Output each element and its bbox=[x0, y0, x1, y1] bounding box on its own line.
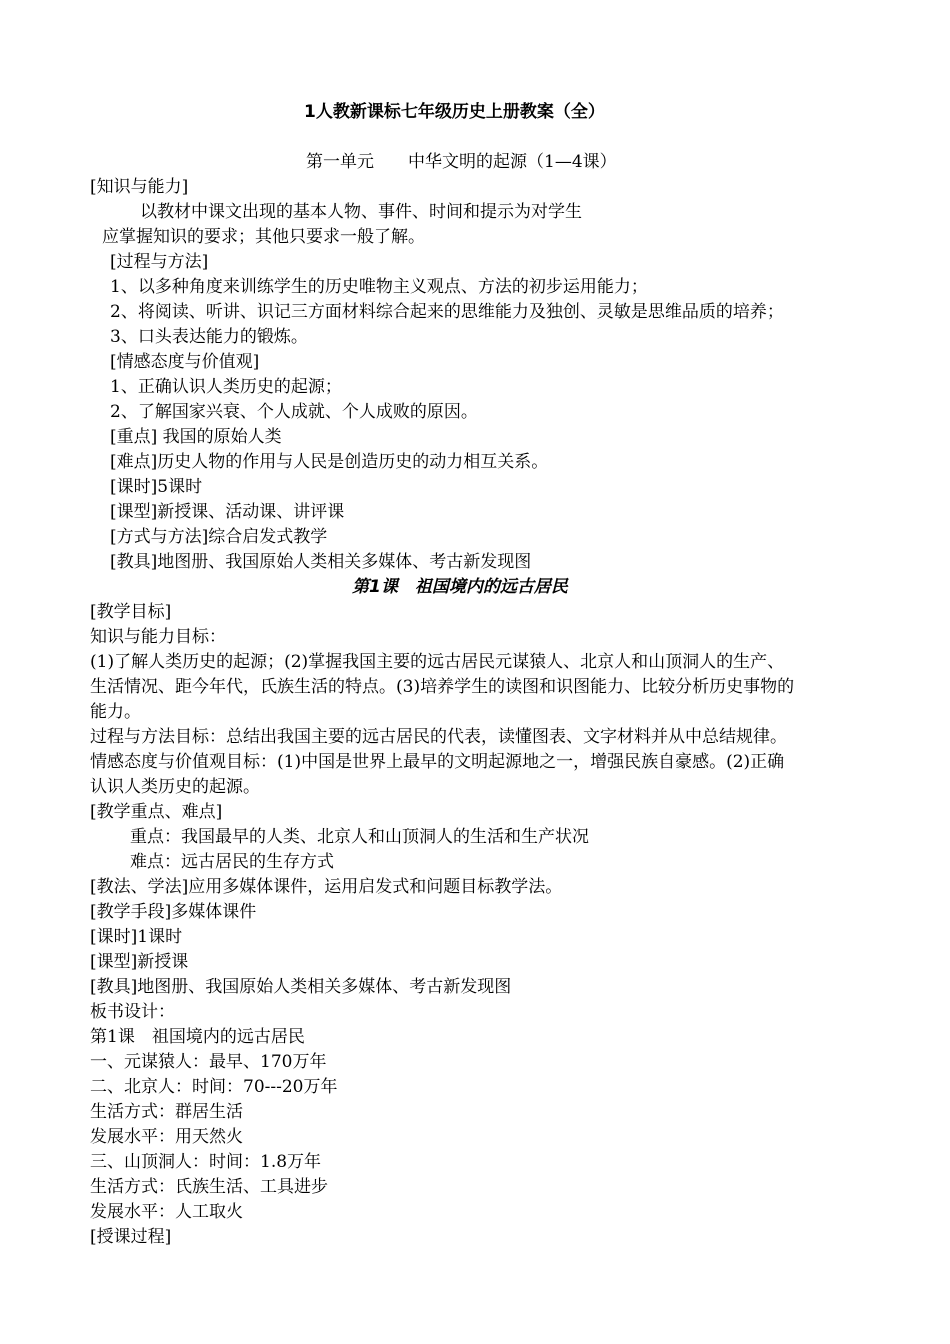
class-hours: [课时]5课时 bbox=[110, 477, 203, 497]
process-item: 1、以多种角度来训练学生的历史唯物主义观点、方法的初步运用能力； bbox=[110, 277, 648, 297]
teaching-tools: [教具]地图册、我国原始人类相关多媒体、考古新发现图 bbox=[90, 977, 512, 997]
lesson-process-heading: [授课过程] bbox=[90, 1227, 172, 1247]
knowledge-goal-line: (1)了解人类历史的起源；(2)掌握我国主要的远古居民元谋猿人、北京人和山顶洞人的生产、 bbox=[90, 652, 785, 672]
class-hours: [课时]1课时 bbox=[90, 927, 183, 947]
goals-heading: [教学目标] bbox=[90, 602, 172, 622]
key-point: [重点] 我国的原始人类 bbox=[110, 427, 282, 447]
board-line: 发展水平：人工取火 bbox=[90, 1202, 243, 1222]
teaching-method: [教法、学法]应用多媒体课件，运用启发式和问题目标教学法。 bbox=[90, 877, 563, 897]
board-line: 生活方式：群居生活 bbox=[90, 1102, 243, 1122]
process-item: 2、将阅读、听讲、识记三方面材料综合起来的思维能力及独创、灵敏是思维品质的培养； bbox=[110, 302, 784, 322]
difficulty-text: 难点：远古居民的生存方式 bbox=[130, 852, 334, 872]
document-title: 1人教新课标七年级历史上册教案（全） bbox=[304, 102, 605, 122]
unit-heading: 第一单元 中华文明的起源（1—4课） bbox=[306, 152, 617, 172]
board-line: 一、元谋猿人：最早、170万年 bbox=[90, 1052, 327, 1072]
teaching-method: [方式与方法]综合启发式教学 bbox=[110, 527, 328, 547]
knowledge-goal-line: 能力。 bbox=[90, 702, 141, 722]
board-title: 第1课 祖国境内的远古居民 bbox=[90, 1027, 305, 1047]
focus-heading: [教学重点、难点] bbox=[90, 802, 223, 822]
difficulty: [难点]历史人物的作用与人民是创造历史的动力相互关系。 bbox=[110, 452, 549, 472]
board-line: 发展水平：用天然火 bbox=[90, 1127, 243, 1147]
emotion-item: 2、了解国家兴衰、个人成就、个人成败的原因。 bbox=[110, 402, 478, 422]
board-line: 生活方式：氏族生活、工具进步 bbox=[90, 1177, 328, 1197]
lesson-heading: 第1课 祖国境内的远古居民 bbox=[352, 577, 568, 597]
knowledge-goal-line: 生活情况、距今年代，氏族生活的特点。(3)培养学生的读图和识图能力、比较分析历史事物的 bbox=[90, 677, 795, 697]
knowledge-text-line: 应掌握知识的要求；其他只要求一般了解。 bbox=[102, 227, 425, 247]
class-type: [课型]新授课、活动课、讲评课 bbox=[110, 502, 345, 522]
board-heading: 板书设计： bbox=[90, 1002, 175, 1022]
knowledge-text-line: 以教材中课文出现的基本人物、事件、时间和提示为对学生 bbox=[140, 202, 582, 222]
process-item: 3、口头表达能力的锻炼。 bbox=[110, 327, 308, 347]
teaching-tools: [教具]地图册、我国原始人类相关多媒体、考古新发现图 bbox=[110, 552, 532, 572]
emotion-goal-line: 情感态度与价值观目标：(1)中国是世界上最早的文明起源地之一，增强民族自豪感。(2)正确 bbox=[90, 752, 785, 772]
emotion-item: 1、正确认识人类历史的起源； bbox=[110, 377, 342, 397]
knowledge-heading: [知识与能力] bbox=[90, 177, 189, 197]
emotion-goal-line: 认识人类历史的起源。 bbox=[90, 777, 260, 797]
teaching-means: [教学手段]多媒体课件 bbox=[90, 902, 257, 922]
process-goal: 过程与方法目标：总结出我国主要的远古居民的代表，读懂图表、文字材料并从中总结规律。 bbox=[90, 727, 787, 747]
knowledge-goal-label: 知识与能力目标： bbox=[90, 627, 226, 647]
emotion-heading: [情感态度与价值观] bbox=[110, 352, 260, 372]
process-heading: [过程与方法] bbox=[110, 252, 209, 272]
focus-text: 重点：我国最早的人类、北京人和山顶洞人的生活和生产状况 bbox=[130, 827, 589, 847]
board-line: 三、山顶洞人：时间：1.8万年 bbox=[90, 1152, 322, 1172]
class-type: [课型]新授课 bbox=[90, 952, 189, 972]
board-line: 二、北京人：时间：70---20万年 bbox=[90, 1077, 338, 1097]
